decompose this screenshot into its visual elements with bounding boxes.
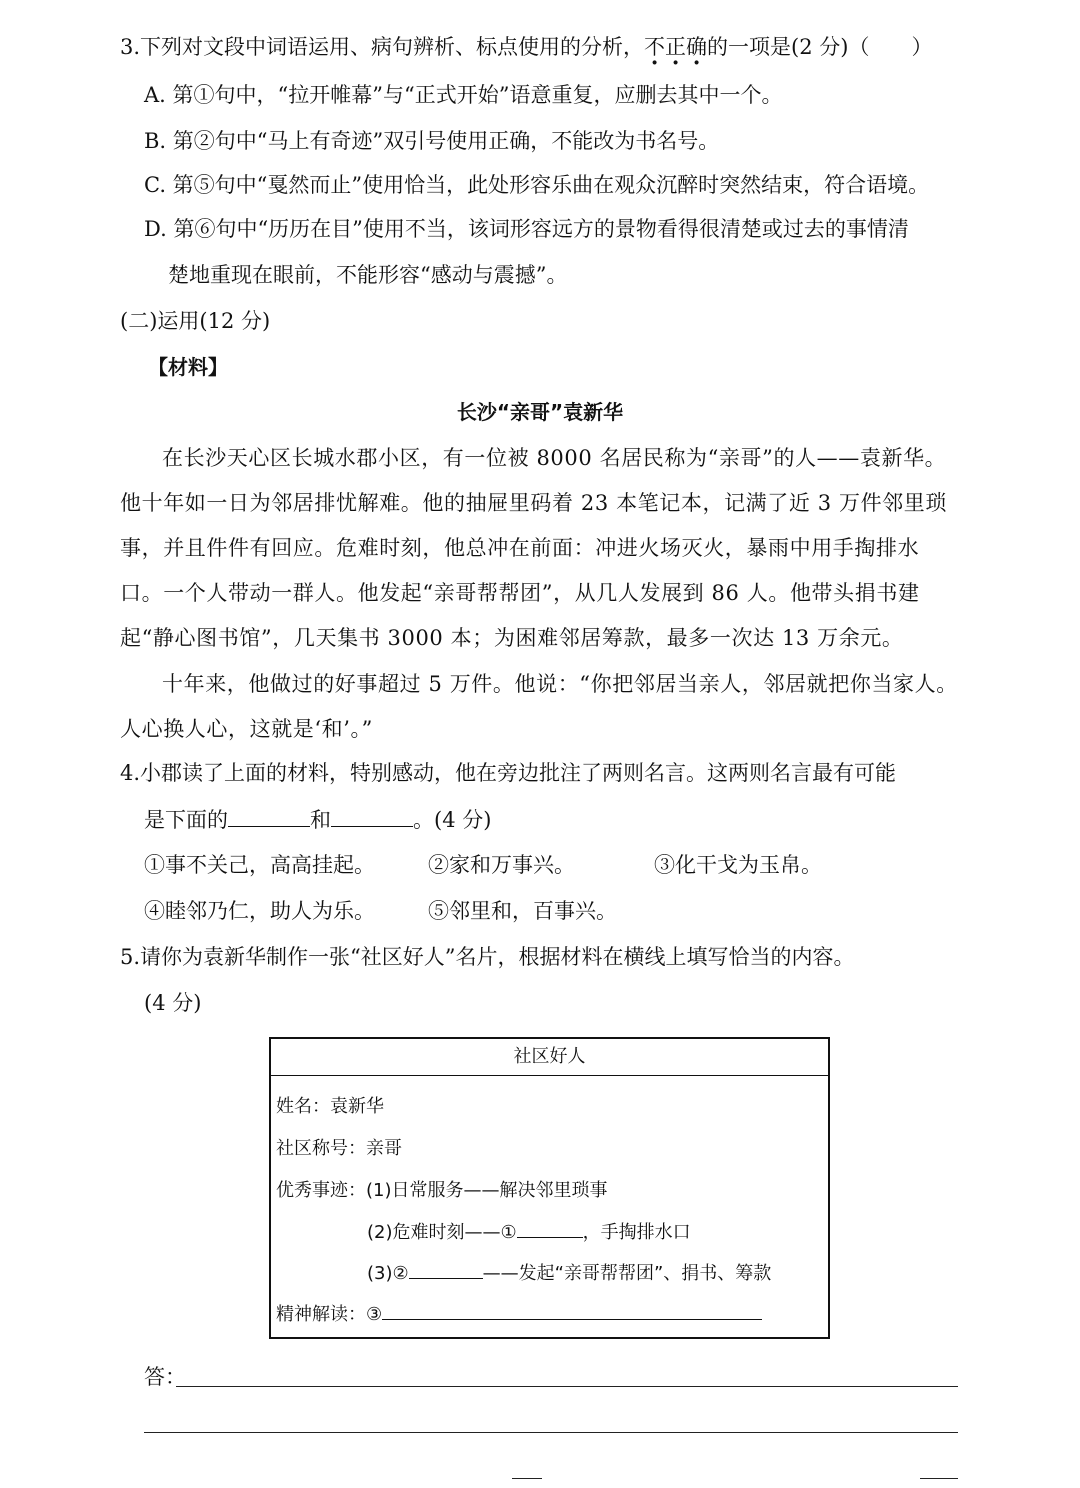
community-card bbox=[269, 1037, 830, 1339]
answer-blank[interactable] bbox=[228, 804, 310, 827]
emphasis-char: 不 bbox=[644, 35, 666, 59]
section-heading: (二)运用(12 分) bbox=[120, 309, 271, 333]
divider bbox=[920, 1478, 958, 1479]
answer-blank[interactable] bbox=[409, 1260, 483, 1279]
answer-label: 答： bbox=[144, 1365, 186, 1389]
answer-line[interactable] bbox=[176, 1386, 958, 1387]
choice-4: ④睦邻乃仁，助人为乐。 bbox=[144, 899, 375, 923]
choice-1: ①事不关己，高高挂起。 bbox=[144, 853, 375, 877]
choice-5: ⑤邻里和，百事兴。 bbox=[428, 899, 617, 923]
question-5-stem: 5.请你为袁新华制作一张“社区好人”名片，根据材料在横线上填写恰当的内容。 bbox=[120, 945, 855, 969]
material-label: 【材料】 bbox=[148, 355, 228, 379]
card-heading: 社区好人 bbox=[271, 1039, 828, 1076]
option-b: B. 第②句中“马上有奇迹”双引号使用正确，不能改为书名号。 bbox=[144, 129, 720, 153]
article-paragraph: 在长沙天心区长城水郡小区，有一位被 8000 名居民称为“亲哥”的人——袁新华。他十年如一日为邻居排忧解难。他的抽屉里码着 23 本笔记本，记满了近 3 万件邻里琐事，并且件件有回应。危难时刻，他总冲在前面：冲进火场灭火，暴雨中用手掏排水口。一个人带动一群人。他发起“亲哥帮帮团”，从几人发展到 86 人。他带头捐书建起“静心图书馆”，几天集书 3000 本；为困难邻居筹款，最多一次达 13 万余元。 bbox=[120, 446, 947, 650]
article-paragraph: 十年来，他做过的好事超过 5 万件。他说：“你把邻居当亲人，邻居就把你当家人。人心换人心，这就是‘和’。” bbox=[120, 672, 958, 741]
choice-3: ③化干戈为玉帛。 bbox=[654, 853, 822, 877]
question-4-stem: 4.小郡读了上面的材料，特别感动，他在旁边批注了两则名言。这两则名言最有可能 bbox=[120, 761, 897, 785]
answer-blank[interactable] bbox=[331, 804, 413, 827]
card-deed-2: (2)危难时刻——① ，手掏排水口 bbox=[367, 1219, 691, 1246]
choice-2: ②家和万事兴。 bbox=[428, 853, 575, 877]
article-title: 长沙“亲哥”袁新华 bbox=[456, 400, 624, 424]
card-name: 姓名：袁新华 bbox=[276, 1096, 384, 1117]
question-3-stem: 3.下列对文段中词语运用、病句辨析、标点使用的分析，不正确的一项是(2 分)（ ） bbox=[120, 32, 932, 62]
answer-line[interactable] bbox=[144, 1432, 958, 1433]
answer-blank[interactable] bbox=[517, 1219, 583, 1238]
card-spirit: 精神解读：③ bbox=[276, 1301, 762, 1328]
option-c: C. 第⑤句中“戛然而止”使用恰当，此处形容乐曲在观众沉醉时突然结束，符合语境。 bbox=[144, 173, 930, 197]
card-title: 社区称号：亲哥 bbox=[276, 1138, 402, 1159]
question-5-score: (4 分) bbox=[144, 991, 202, 1015]
question-4-blanks: 是下面的 和 。(4 分) bbox=[144, 804, 491, 835]
card-deed-3: (3)② ——发起“亲哥帮帮团”、捐书、筹款 bbox=[367, 1260, 771, 1287]
card-deed-1: 优秀事迹：(1)日常服务——解决邻里琐事 bbox=[276, 1180, 608, 1201]
emphasis-char: 正 bbox=[665, 35, 687, 59]
emphasis-char: 确 bbox=[686, 35, 708, 59]
option-a: A. 第①句中，“拉开帷幕”与“正式开始”语意重复，应删去其中一个。 bbox=[144, 83, 783, 107]
option-d: D. 第⑥句中“历历在目”使用不当，该词形容远方的景物看得很清楚或过去的事情清 bbox=[144, 217, 909, 241]
divider bbox=[512, 1478, 542, 1479]
answer-blank[interactable] bbox=[382, 1301, 762, 1320]
option-d-continued: 楚地重现在眼前，不能形容“感动与震撼”。 bbox=[168, 263, 568, 287]
